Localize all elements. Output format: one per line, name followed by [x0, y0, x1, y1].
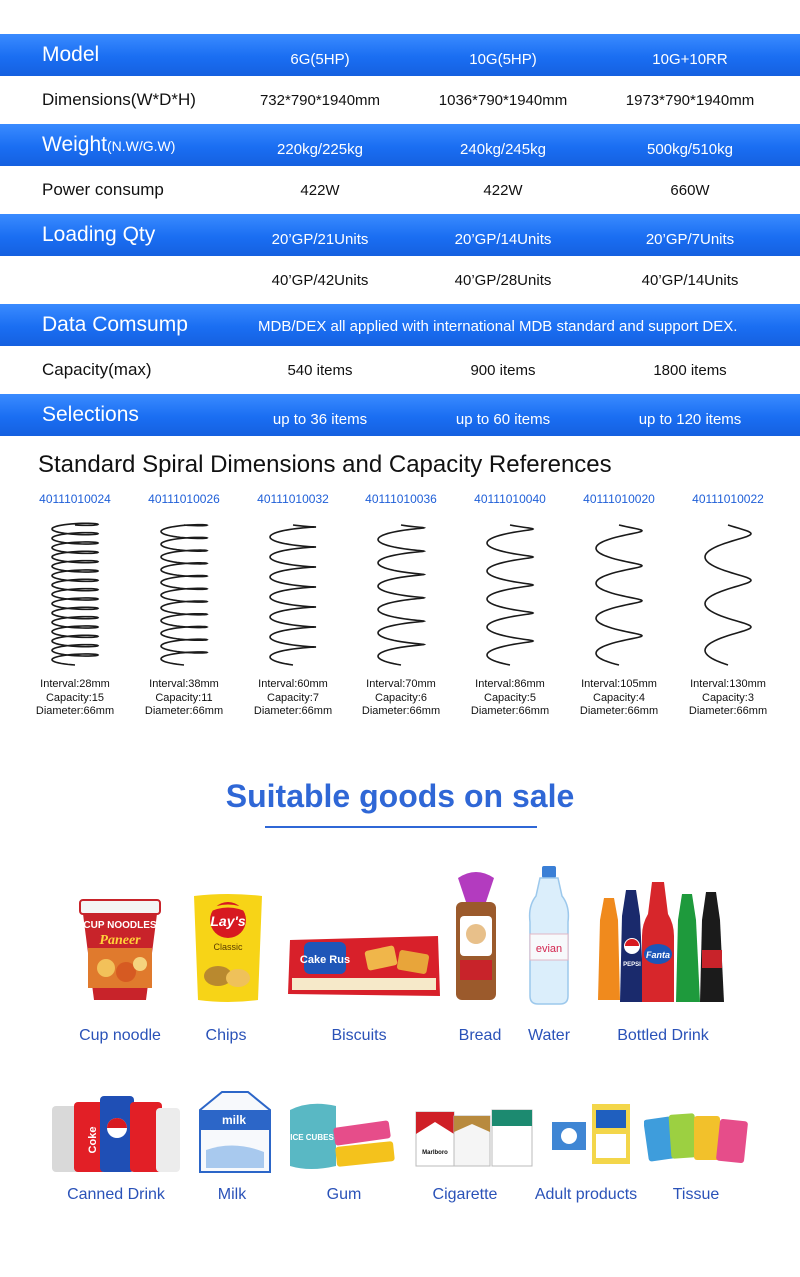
spiral-capacity: Capacity:5 — [484, 691, 536, 704]
goods-caption: Adult products — [534, 1186, 638, 1203]
cell: 1800 items — [653, 361, 727, 379]
bread-loaf-icon — [448, 872, 504, 1004]
biscuits-pack-icon — [286, 934, 442, 1000]
spiral-interval: Interval:130mm — [690, 678, 766, 690]
spiral-capacity: Capacity:6 — [375, 691, 427, 704]
spiral-diameter: Diameter:66mm — [144, 705, 224, 717]
cup-brand-text: CUP NOODLES — [83, 920, 157, 931]
spiral-coil — [52, 523, 98, 665]
spiral-item — [239, 492, 347, 719]
spec-row-selections — [0, 394, 800, 436]
spiral-capacity: Capacity:3 — [702, 691, 754, 704]
spec-row-loading-qty-40gp — [0, 256, 800, 304]
spiral-code: 40111010040 — [474, 492, 546, 506]
spiral-icon — [589, 516, 649, 668]
row-label: Selections — [42, 403, 139, 426]
spiral-coil — [705, 525, 751, 665]
cell: 1973*790*1940mm — [625, 91, 755, 109]
spiral-icon — [698, 516, 758, 668]
bottled-drinks-icon — [594, 880, 734, 1006]
spiral-interval: Interval:28mm — [40, 678, 110, 690]
water-bottle-icon — [526, 866, 572, 1006]
spec-row-dimensions — [0, 76, 800, 124]
spiral-interval: Interval:70mm — [366, 678, 436, 690]
cigarette-pack-icon — [414, 1108, 534, 1168]
cell: 422W — [300, 181, 340, 199]
spiral-info — [456, 678, 564, 719]
chips-brand-text: Lay's — [210, 913, 246, 929]
cup-flavor-text: Paneer — [99, 933, 141, 948]
spec-row-weight — [0, 124, 800, 166]
cell: 40’GP/28Units — [454, 271, 552, 289]
spiral-info — [674, 678, 782, 719]
cig-brand-text: Marlboro — [422, 1150, 448, 1156]
spiral-coil — [161, 525, 207, 665]
cell: 500kg/510kg — [647, 141, 733, 158]
row-label: Loading Qty — [42, 223, 156, 246]
row-label — [42, 133, 175, 157]
spiral-coil — [378, 525, 424, 665]
chips-flavor-text: Classic — [213, 942, 243, 952]
spiral-code: 40111010024 — [39, 492, 111, 506]
spiral-item — [674, 492, 782, 719]
cell: 220kg/225kg — [277, 141, 363, 158]
spiral-code: 40111010020 — [583, 492, 655, 506]
spiral-diameter: Diameter:66mm — [579, 705, 659, 717]
spec-table — [0, 34, 800, 436]
goods-caption: Gum — [326, 1186, 362, 1203]
cell: 540 items — [287, 361, 353, 379]
cell: up to 120 items — [638, 411, 742, 428]
spiral-interval: Interval:105mm — [581, 678, 657, 690]
coke-brand-text: Coke — [87, 1126, 99, 1154]
cell: 20’GP/14Units — [454, 231, 552, 248]
gum-brand-text: ICE CUBES — [290, 1133, 334, 1142]
goods-caption: Tissue — [672, 1186, 720, 1203]
tissue-pack-icon — [644, 1108, 748, 1170]
cell: 732*790*1940mm — [259, 91, 381, 109]
goods-caption: Bottled Drink — [617, 1027, 709, 1044]
goods-caption: Milk — [217, 1186, 247, 1203]
cell: 40’GP/42Units — [271, 271, 369, 289]
spiral-item — [130, 492, 238, 719]
spiral-icon — [263, 516, 323, 668]
fanta-brand-text: Fanta — [645, 950, 671, 960]
spiral-diameter: Diameter:66mm — [35, 705, 115, 717]
spec-row-model — [0, 34, 800, 76]
row-label-suffix: (N.W/G.W) — [106, 138, 176, 154]
spiral-coil — [596, 525, 642, 665]
spiral-capacity: Capacity:11 — [155, 691, 213, 704]
cup-noodle-icon — [76, 892, 164, 1004]
spiral-code: 40111010036 — [365, 492, 437, 506]
goods-section-title: Suitable goods on sale — [225, 778, 575, 814]
goods-caption: Chips — [205, 1027, 247, 1044]
row-label: Dimensions(W*D*H) — [42, 90, 196, 109]
cell: 660W — [670, 181, 710, 199]
spiral-info — [239, 678, 347, 719]
goods-caption: Bread — [458, 1027, 502, 1044]
milk-carton-icon — [196, 1090, 274, 1174]
spiral-coil — [487, 525, 533, 665]
cell: 1036*790*1940mm — [438, 91, 568, 109]
goods-caption: Water — [527, 1027, 571, 1044]
spiral-info — [565, 678, 673, 719]
spiral-item — [347, 492, 455, 719]
adult-products-icon — [550, 1102, 632, 1166]
spec-row-power — [0, 166, 800, 214]
spiral-capacity: Capacity:15 — [45, 691, 105, 704]
cell: up to 36 items — [272, 411, 368, 428]
spiral-capacity: Capacity:7 — [267, 691, 319, 704]
cell: 422W — [483, 181, 523, 199]
biscuits-brand-text: Cake Rus — [299, 954, 351, 966]
goods-caption: Biscuits — [331, 1027, 387, 1044]
spiral-coil — [270, 525, 316, 665]
spiral-item — [456, 492, 564, 719]
row-label: Power consump — [42, 180, 164, 199]
spiral-info — [347, 678, 455, 719]
spiral-diameter: Diameter:66mm — [361, 705, 441, 717]
cell: 40’GP/14Units — [641, 271, 739, 289]
spiral-item — [565, 492, 673, 719]
cell: 20’GP/21Units — [271, 231, 369, 248]
milk-brand-text: milk — [221, 1113, 247, 1127]
spiral-interval: Interval:86mm — [475, 678, 545, 690]
goods-caption: Cup noodle — [79, 1027, 161, 1044]
spiral-icon — [480, 516, 540, 668]
cell: 6G(5HP) — [290, 51, 350, 68]
goods-caption: Cigarette — [432, 1186, 498, 1203]
spiral-code: 40111010022 — [692, 492, 764, 506]
spec-row-loading-qty — [0, 214, 800, 256]
spiral-diameter: Diameter:66mm — [253, 705, 333, 717]
spiral-code: 40111010032 — [257, 492, 329, 506]
cell-span: MDB/DEX all applied with international MDB standard and support DEX. — [258, 318, 738, 335]
spiral-section-title: Standard Spiral Dimensions and Capacity References — [38, 451, 612, 478]
cell: 10G(5HP) — [469, 51, 537, 68]
spiral-icon — [45, 516, 105, 668]
spiral-icon — [371, 516, 431, 668]
cans-icon — [50, 1094, 182, 1176]
spec-row-capacity — [0, 346, 800, 394]
spiral-diameter: Diameter:66mm — [688, 705, 768, 717]
pepsi-brand-text: PEPSI — [623, 962, 641, 968]
row-label: Data Comsump — [42, 313, 188, 336]
title-underline — [265, 826, 537, 828]
spiral-diameter: Diameter:66mm — [470, 705, 550, 717]
spiral-info — [21, 678, 129, 719]
row-label: Capacity(max) — [42, 360, 152, 379]
spec-row-data — [0, 304, 800, 346]
spiral-item — [21, 492, 129, 719]
cell: 20’GP/7Units — [645, 231, 735, 248]
row-label-text: Weight — [42, 133, 107, 156]
cell: 240kg/245kg — [460, 141, 546, 158]
spiral-capacity: Capacity:4 — [593, 691, 645, 704]
row-label: Model — [42, 43, 100, 66]
spiral-info — [130, 678, 238, 719]
cell: 900 items — [470, 361, 536, 379]
spiral-code: 40111010026 — [148, 492, 220, 506]
cell: 10G+10RR — [652, 51, 728, 68]
goods-caption: Canned Drink — [67, 1186, 165, 1203]
water-brand-text: evian — [535, 943, 563, 955]
spiral-interval: Interval:60mm — [258, 678, 328, 690]
gum-icon — [286, 1100, 398, 1172]
cell: up to 60 items — [455, 411, 551, 428]
spiral-icon — [154, 516, 214, 668]
chips-bag-icon — [190, 892, 266, 1004]
spiral-interval: Interval:38mm — [149, 678, 219, 690]
